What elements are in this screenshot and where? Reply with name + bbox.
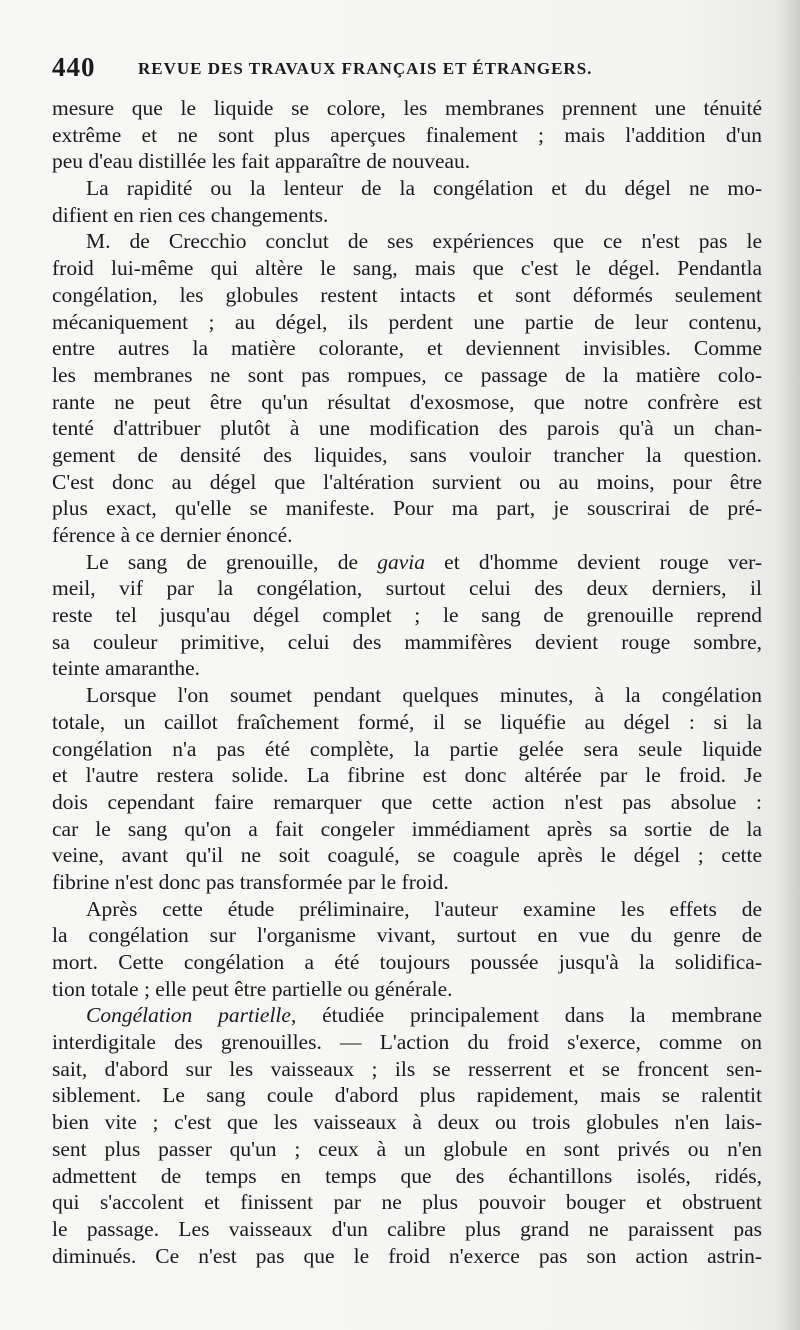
text-line: peu d'eau distillée les fait apparaître de nouveau. bbox=[52, 149, 471, 174]
text-line: C'est donc au dégel que l'altération survient ou au moins, pour être bbox=[52, 469, 762, 494]
text-line: fibrine n'est donc pas transformée par le froid. bbox=[52, 869, 449, 894]
text-line: bien vite ; c'est que les vaisseaux à deux ou trois globules n'en lais- bbox=[52, 1110, 762, 1135]
text-line: sait, d'abord sur les vaisseaux ; ils se resserrent et se froncent sen- bbox=[52, 1056, 762, 1081]
text-line: mort. Cette congélation a été toujours poussée jusqu'à la solidifica- bbox=[52, 950, 762, 974]
text-line: mesure que le liquide se colore, les membranes prennent une ténuité bbox=[52, 96, 762, 120]
running-title: REVUE DES TRAVAUX FRANÇAIS ET ÉTRANGERS. bbox=[138, 59, 593, 78]
text-line: sent plus passer qu'un ; ceux à un globule en sont privés ou n'en bbox=[52, 1136, 762, 1161]
text-line: la congélation sur l'organisme vivant, surtout en vue du genre de bbox=[52, 923, 762, 948]
text-line: tenté d'attribuer plutôt à une modification des parois qu'à un chan- bbox=[52, 416, 762, 441]
text-line: le passage. Les vaisseaux d'un calibre plus grand ne paraissent pas bbox=[52, 1216, 762, 1241]
text-line: froid lui-même qui altère le sang, mais que c'est le dégel. Pendantla bbox=[52, 256, 762, 281]
page-number: 440 bbox=[52, 52, 96, 82]
text-line: meil, vif par la congélation, surtout celui des deux derniers, il bbox=[52, 576, 762, 601]
text-line: férence à ce dernier énoncé. bbox=[52, 523, 293, 547]
text-line: reste tel jusqu'au dégel complet ; le sang de grenouille reprend bbox=[52, 603, 762, 628]
text-line: les membranes ne sont pas rompues, ce passage de la matière colo- bbox=[52, 362, 762, 387]
text-line: tion totale ; elle peut être partielle ou générale. bbox=[52, 976, 453, 1001]
text-line: teinte amaranthe. bbox=[52, 656, 201, 681]
text-line: interdigitale des grenouilles. — L'action du froid s'exerce, comme on bbox=[52, 1030, 762, 1055]
text-line: entre autres la matière colorante, et deviennent invisibles. Comme bbox=[52, 336, 762, 361]
text-line: siblement. Le sang coule d'abord plus rapidement, mais se ralentit bbox=[52, 1083, 762, 1108]
text-line: plus exact, qu'elle se manifeste. Pour ma part, je souscrirai de pré- bbox=[52, 496, 762, 521]
text-line: diminués. Ce n'est pas que le froid n'exerce pas son action astrin- bbox=[52, 1243, 762, 1268]
text-line: Le sang de grenouille, de gavia et d'homme devient rouge ver- bbox=[86, 549, 763, 574]
text-line: dois cependant faire remarquer que cette action n'est pas absolue : bbox=[52, 789, 762, 814]
text-line: gement de densité des liquides, sans vouloir trancher la question. bbox=[52, 442, 762, 467]
body-text bbox=[52, 95, 762, 1269]
text-line: totale, un caillot fraîchement formé, il se liquéfie au dégel : si la bbox=[52, 709, 762, 734]
text-line: difient en rien ces changements. bbox=[52, 202, 329, 227]
text-line: congélation n'a pas été complète, la partie gelée sera seule liquide bbox=[52, 736, 762, 761]
text-line: admettent de temps en temps que des échantillons isolés, ridés, bbox=[52, 1163, 762, 1188]
running-header bbox=[52, 52, 752, 82]
text-line: M. de Crecchio conclut de ses expériences que ce n'est pas le bbox=[86, 229, 762, 254]
text-line: extrême et ne sont plus aperçues finalement ; mais l'addition d'un bbox=[52, 122, 762, 147]
text-line: sa couleur primitive, celui des mammifères devient rouge sombre, bbox=[52, 629, 762, 654]
text-line: rante ne peut être qu'un résultat d'exosmose, que notre confrère est bbox=[52, 389, 762, 414]
text-line: congélation, les globules restent intacts et sont déformés seulement bbox=[52, 282, 762, 307]
text-line: car le sang qu'on a fait congeler immédiament après sa sortie de la bbox=[52, 816, 762, 841]
text-line: La rapidité ou la lenteur de la congélation et du dégel ne mo- bbox=[86, 176, 762, 201]
text-line: Après cette étude préliminaire, l'auteur examine les effets de bbox=[86, 896, 762, 921]
page-edge-shadow bbox=[778, 0, 800, 1330]
text-line: veine, avant qu'il ne soit coagulé, se coagule après le dégel ; cette bbox=[52, 843, 762, 868]
text-line: Congélation partielle, étudiée principalement dans la membrane bbox=[86, 1003, 762, 1028]
text-line: et l'autre restera solide. La fibrine est donc altérée par le froid. Je bbox=[52, 763, 762, 788]
text-line: qui s'accolent et finissent par ne plus pouvoir bouger et obstruent bbox=[52, 1190, 762, 1215]
text-line: Lorsque l'on soumet pendant quelques minutes, à la congélation bbox=[86, 683, 762, 708]
text-line: mécaniquement ; au dégel, ils perdent une partie de leur contenu, bbox=[52, 309, 762, 334]
